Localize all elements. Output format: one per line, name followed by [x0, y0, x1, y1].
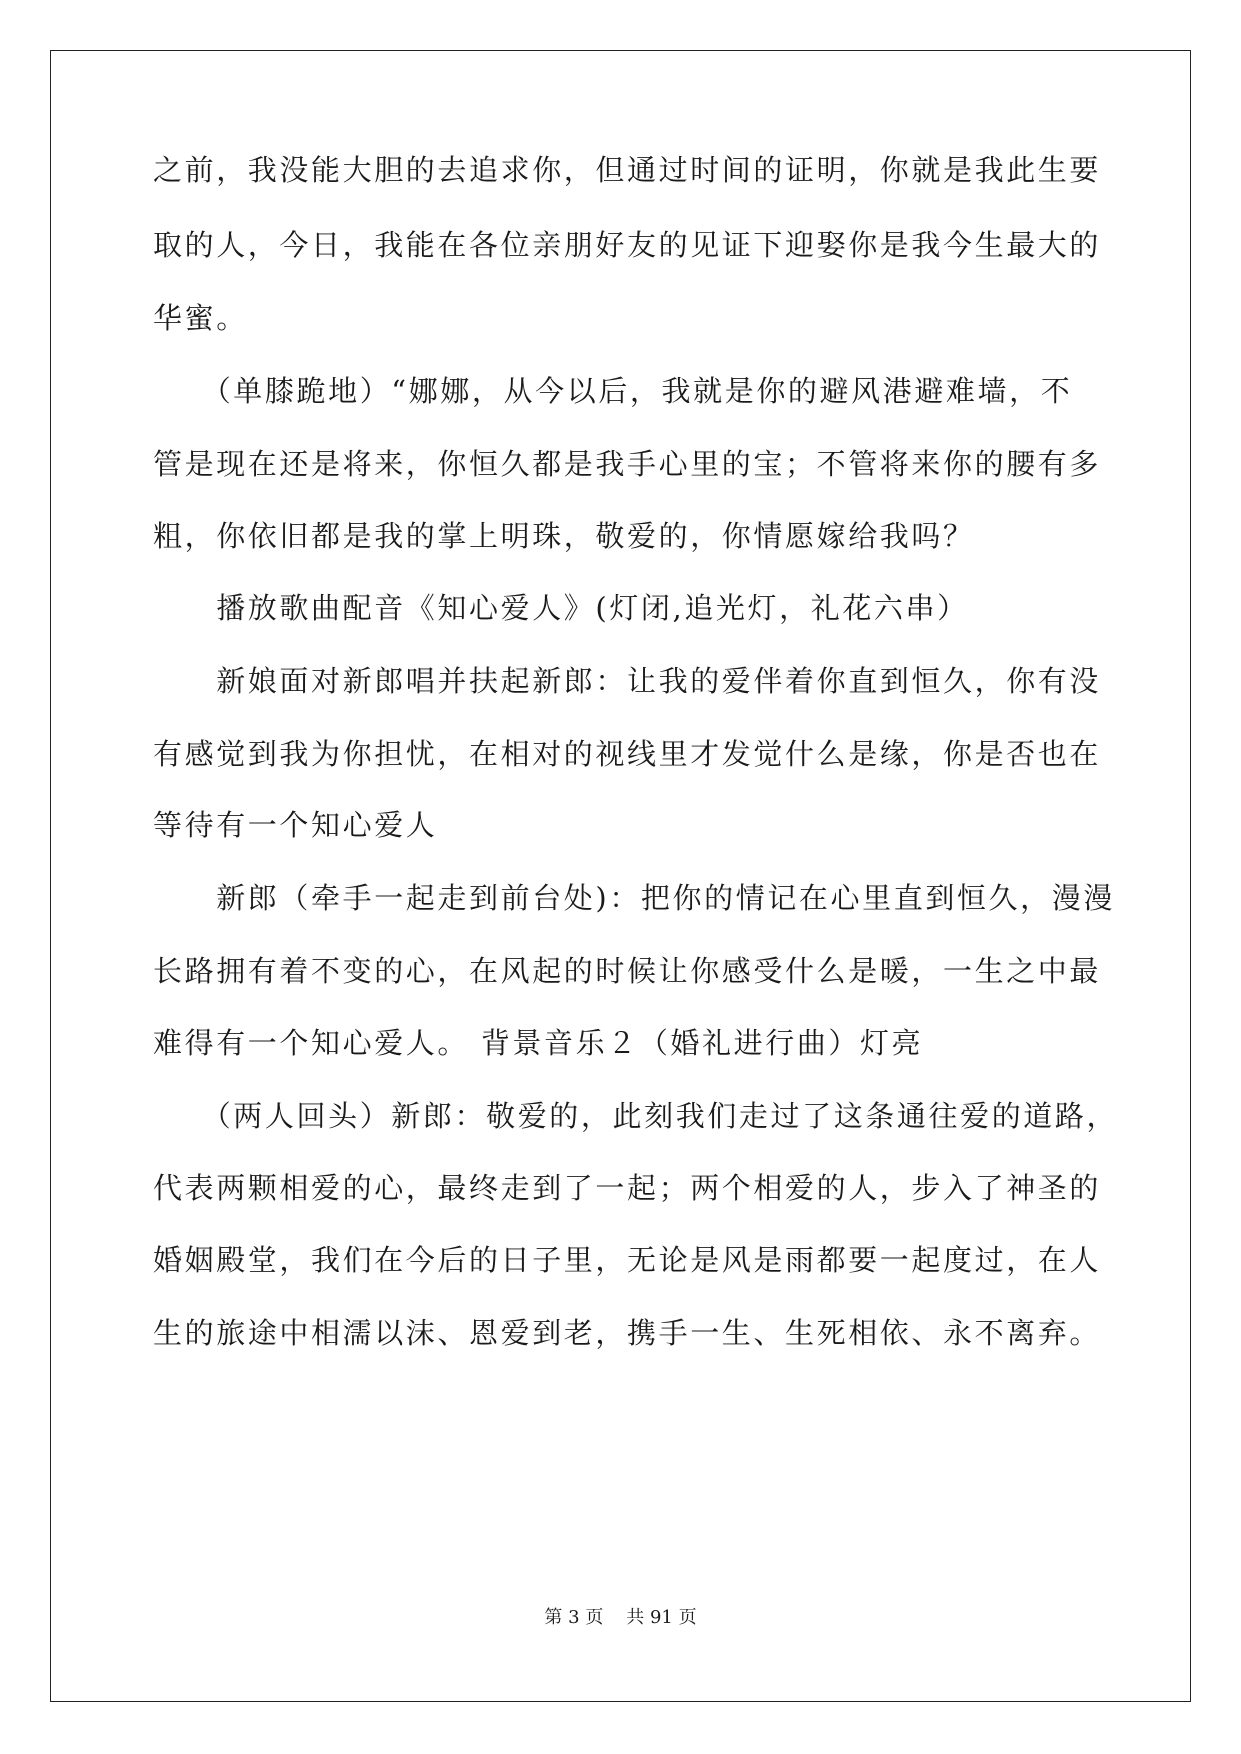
text-line: 婚姻殿堂，我们在今后的日子里，无论是风是雨都要一起度过，在人	[153, 1243, 1102, 1277]
text-line: 新娘面对新郎唱并扶起新郎：让我的爱伴着你直到恒久，你有没	[153, 664, 1102, 698]
text-line: （两人回头）新郎：敬爱的，此刻我们走过了这条通往爱的道路，	[153, 1099, 1119, 1133]
text-line: 有感觉到我为你担忧，在相对的视线里才发觉什么是缘，你是否也在	[153, 737, 1102, 771]
text-line: 之前，我没能大胆的去追求你，但通过时间的证明，你就是我此生要	[153, 153, 1102, 187]
page-footer	[0, 1606, 1241, 1630]
text-line: 管是现在还是将来，你恒久都是我手心里的宝；不管将来你的腰有多	[153, 447, 1102, 481]
text-line: （单膝跪地）“娜娜，从今以后，我就是你的避风港避难墙，不	[153, 374, 1073, 408]
text-line: 难得有一个知心爱人。 背景音乐２（婚礼进行曲）灯亮	[153, 1026, 924, 1060]
text-line: 华蜜。	[153, 301, 248, 335]
text-line: 等待有一个知心爱人	[153, 808, 438, 842]
text-line: 长路拥有着不变的心，在风起的时候让你感受什么是暖，一生之中最	[153, 954, 1102, 988]
page-number: 第 3 页	[544, 1607, 604, 1628]
text-line: 生的旅途中相濡以沫、恩爱到老，携手一生、生死相依、永不离弃。	[153, 1316, 1102, 1350]
text-line: 代表两颗相爱的心，最终走到了一起；两个相爱的人，步入了神圣的	[153, 1171, 1102, 1205]
page-total: 共 91 页	[626, 1607, 697, 1628]
text-line: 新郎（牵手一起走到前台处)：把你的情记在心里直到恒久，漫漫	[153, 881, 1115, 915]
text-line: 取的人，今日，我能在各位亲朋好友的见证下迎娶你是我今生最大的	[153, 228, 1102, 262]
text-line: 播放歌曲配音《知心爱人》(灯闭,追光灯，礼花六串）	[153, 591, 969, 625]
text-line: 粗，你依旧都是我的掌上明珠，敬爱的，你情愿嫁给我吗？	[153, 519, 975, 553]
